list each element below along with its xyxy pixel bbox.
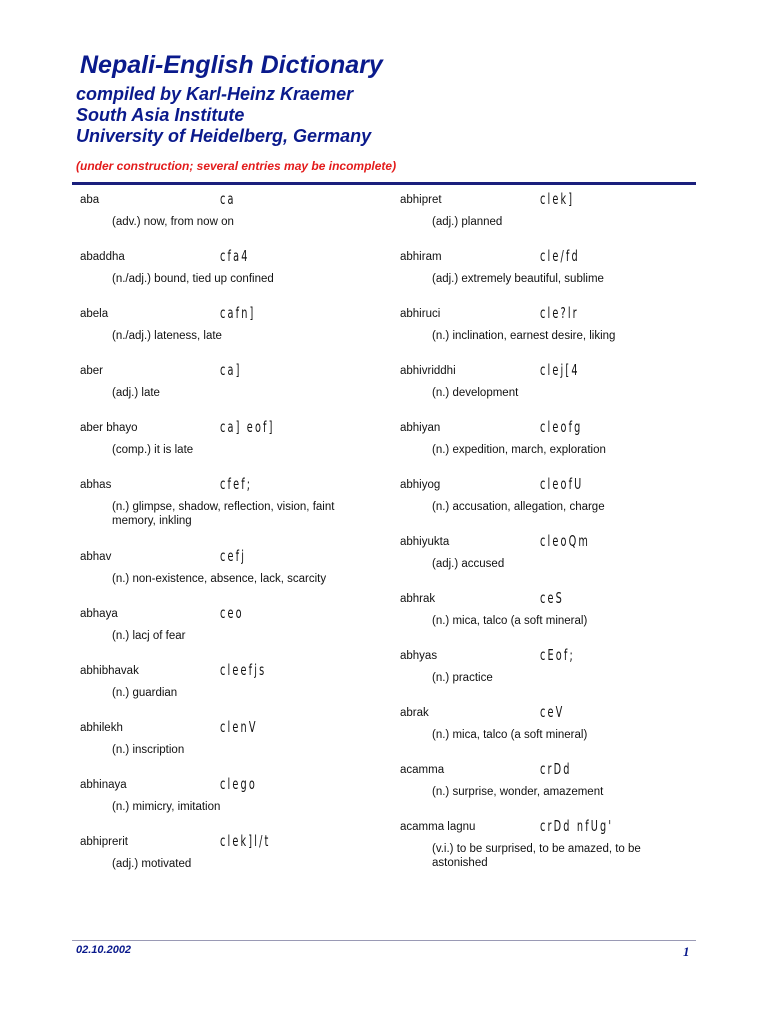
dictionary-entry	[400, 192, 700, 249]
dictionary-entry	[80, 420, 380, 477]
entry-term: abrak	[400, 707, 429, 719]
entry-term: abhas	[80, 479, 112, 491]
entry-nepali-script: cleofg	[540, 418, 583, 436]
entry-nepali-script: cleofU	[540, 475, 584, 493]
dictionary-entry	[400, 762, 700, 819]
entry-term: abhiyan	[400, 422, 441, 434]
entry-term: abaddha	[80, 251, 125, 263]
entry-nepali-script: cle?lr	[540, 304, 579, 322]
entry-nepali-script: crDd nfUg'	[540, 817, 614, 835]
entry-definition: (n.) expedition, march, exploration	[432, 444, 606, 456]
entry-term: abela	[80, 308, 109, 320]
entry-term: abhiprerit	[80, 836, 128, 848]
entry-definition: (adj.) motivated	[112, 858, 192, 870]
entry-nepali-script: cleefjs	[220, 661, 267, 679]
entry-nepali-script: cafn]	[220, 304, 256, 322]
entry-definition: (adj.) planned	[432, 216, 503, 228]
institute-line: South Asia Institute	[76, 105, 245, 125]
compiler-info	[76, 84, 371, 147]
dictionary-entry	[400, 249, 700, 306]
entry-term: abhiyukta	[400, 536, 450, 548]
dictionary-entry	[400, 705, 700, 762]
construction-notice: (under construction; several entries may be incomplete)	[76, 159, 397, 173]
entry-term: aber bhayo	[80, 422, 138, 434]
entry-term: abhiyog	[400, 479, 441, 491]
footer-divider	[72, 940, 696, 941]
entry-definition: (adj.) extremely beautiful, sublime	[432, 273, 604, 285]
dictionary-entry	[400, 306, 700, 363]
dictionary-entry	[80, 720, 380, 777]
entry-term: abhinaya	[80, 779, 127, 791]
entry-nepali-script: clek]	[540, 190, 575, 208]
entry-nepali-script: clek]l/t	[220, 832, 271, 850]
entry-definition: (adv.) now, from now on	[112, 216, 234, 228]
entry-definition: (n.) mimicry, imitation	[112, 801, 221, 813]
dictionary-entry	[80, 192, 380, 249]
entry-nepali-script: ca]	[220, 361, 242, 379]
entry-definition: (n.) mica, talco (a soft mineral)	[432, 729, 588, 741]
entry-definition: (n.) lacj of fear	[112, 630, 186, 642]
entry-term: aba	[80, 194, 100, 206]
page-number: 1	[683, 944, 690, 959]
entry-definition: (n.) mica, talco (a soft mineral)	[432, 615, 588, 627]
entry-term: abhyas	[400, 650, 438, 662]
header-divider	[72, 182, 696, 185]
entry-nepali-script: cfa4	[220, 247, 250, 265]
dictionary-entry	[80, 606, 380, 663]
entry-term: aber	[80, 365, 104, 377]
entry-term: abhiram	[400, 251, 442, 263]
entry-nepali-script: ceS	[540, 589, 564, 607]
entry-definition: (n.) glimpse, shadow, reflection, vision, faint memory, inkling	[112, 501, 335, 527]
entry-nepali-script: cfef;	[220, 475, 253, 493]
dictionary-entry	[80, 306, 380, 363]
entry-term: abhipret	[400, 194, 442, 206]
dictionary-entry	[400, 363, 700, 420]
entry-definition: (n.) development	[432, 387, 519, 399]
dictionary-entry	[400, 534, 700, 591]
dictionary-entry	[400, 648, 700, 705]
entry-nepali-script: ca	[220, 190, 236, 208]
left-column	[80, 192, 380, 891]
entry-nepali-script: clej[4	[540, 361, 580, 379]
entry-nepali-script: cleoQm	[540, 532, 591, 550]
entry-term: abhibhavak	[80, 665, 139, 677]
entry-term: abhrak	[400, 593, 436, 605]
dictionary-entry	[400, 819, 700, 876]
entry-definition: (n.) inscription	[112, 744, 185, 756]
right-column	[400, 192, 700, 876]
dictionary-entry	[80, 363, 380, 420]
entry-nepali-script: clego	[220, 775, 257, 793]
entry-nepali-script: ceV	[540, 703, 565, 721]
dictionary-entry	[400, 477, 700, 534]
compiler-line: compiled by Karl-Heinz Kraemer	[76, 84, 354, 104]
dictionary-entry	[80, 834, 380, 891]
entry-definition: (n.) practice	[432, 672, 493, 684]
entry-nepali-script: cle/fd	[540, 247, 580, 265]
entry-nepali-script: crDd	[540, 760, 572, 778]
entry-definition: (n.) accusation, allegation, charge	[432, 501, 605, 513]
page-title: Nepali-English Dictionary	[80, 51, 383, 79]
entry-term: acamma lagnu	[400, 821, 476, 833]
dictionary-entry	[80, 777, 380, 834]
entry-nepali-script: clenV	[220, 718, 258, 736]
entry-nepali-script: ceo	[220, 604, 244, 622]
entry-nepali-script: cefj	[220, 547, 247, 565]
entry-definition: (adj.) late	[112, 387, 160, 399]
entry-term: abhiruci	[400, 308, 441, 320]
entry-definition: (n.) surprise, wonder, amazement	[432, 786, 604, 798]
entry-definition: (v.i.) to be surprised, to be amazed, to be astonished	[432, 843, 641, 869]
entry-definition: (n./adj.) bound, tied up confined	[112, 273, 274, 285]
entry-term: abhaya	[80, 608, 118, 620]
footer-date: 02.10.2002	[76, 944, 132, 956]
entry-definition: (comp.) it is late	[112, 444, 194, 456]
dictionary-entry	[80, 549, 380, 606]
entry-definition: (adj.) accused	[432, 558, 505, 570]
dictionary-entry	[400, 420, 700, 477]
dictionary-entry	[400, 591, 700, 648]
dictionary-entry	[80, 663, 380, 720]
entry-term: abhilekh	[80, 722, 123, 734]
entry-definition: (n.) inclination, earnest desire, liking	[432, 330, 616, 342]
dictionary-entry	[80, 249, 380, 306]
university-line: University of Heidelberg, Germany	[76, 126, 372, 146]
entry-term: abhav	[80, 551, 112, 563]
entry-definition: (n./adj.) lateness, late	[112, 330, 222, 342]
dictionary-entry	[80, 477, 380, 549]
entry-definition: (n.) guardian	[112, 687, 178, 699]
entry-nepali-script: cEof;	[540, 646, 575, 664]
entry-nepali-script: ca] eof]	[220, 418, 275, 436]
entry-term: acamma	[400, 764, 445, 776]
entry-term: abhivriddhi	[400, 365, 456, 377]
entry-definition: (n.) non-existence, absence, lack, scarcity	[112, 573, 327, 585]
